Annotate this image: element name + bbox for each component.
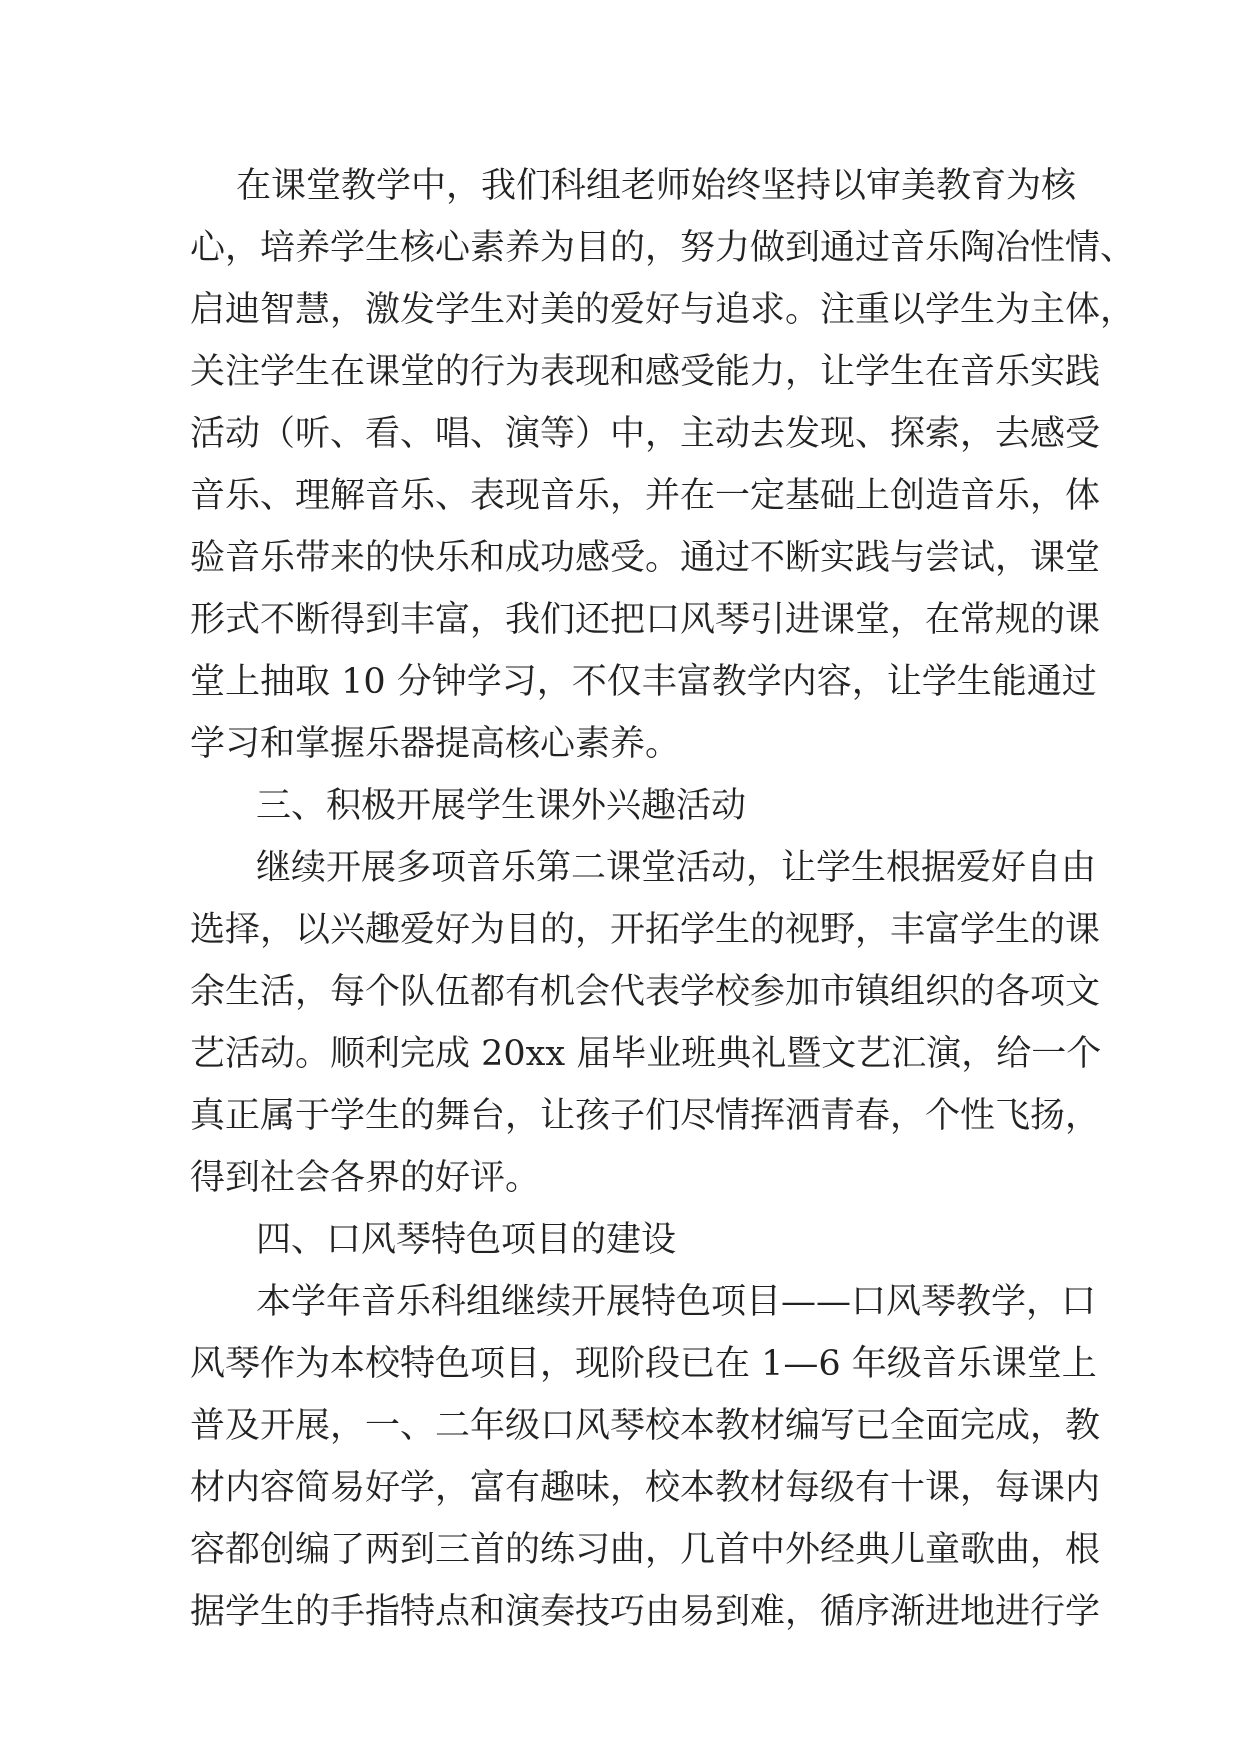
section-heading: 三、积极开展学生课外兴趣活动 <box>256 786 747 826</box>
text-line: 形式不断得到丰富，我们还把口风琴引进课堂，在常规的课 <box>190 600 1101 640</box>
text-line: 普及开展，一、二年级口风琴校本教材编写已全面完成，教 <box>190 1406 1101 1446</box>
text-line: 在课堂教学中，我们科组老师始终坚持以审美教育为核 <box>236 166 1077 206</box>
text-line: 学习和掌握乐器提高核心素养。 <box>190 724 681 764</box>
text-line: 风琴作为本校特色项目，现阶段已在 1—6 年级音乐课堂上 <box>190 1344 1097 1384</box>
text-line: 心，培养学生核心素养为目的，努力做到通过音乐陶冶性情、 <box>190 228 1136 268</box>
text-line: 验音乐带来的快乐和成功感受。通过不断实践与尝试，课堂 <box>190 538 1101 578</box>
text-line: 选择，以兴趣爱好为目的，开拓学生的视野，丰富学生的课 <box>190 910 1101 950</box>
text-line: 艺活动。顺利完成 20xx 届毕业班典礼暨文艺汇演，给一个 <box>190 1034 1102 1074</box>
text-line: 活动（听、看、唱、演等）中，主动去发现、探索，去感受 <box>190 414 1101 454</box>
text-line: 启迪智慧，激发学生对美的爱好与追求。注重以学生为主体， <box>190 290 1136 330</box>
text-line: 材内容简易好学，富有趣味，校本教材每级有十课，每课内 <box>190 1468 1101 1508</box>
section-heading: 四、口风琴特色项目的建设 <box>256 1220 677 1260</box>
text-line: 音乐、理解音乐、表现音乐，并在一定基础上创造音乐，体 <box>190 476 1101 516</box>
text-line: 据学生的手指特点和演奏技巧由易到难，循序渐进地进行学 <box>190 1592 1101 1632</box>
text-line: 继续开展多项音乐第二课堂活动，让学生根据爱好自由 <box>256 848 1097 888</box>
text-line: 得到社会各界的好评。 <box>190 1158 541 1198</box>
text-line: 容都创编了两到三首的练习曲，几首中外经典儿童歌曲，根 <box>190 1530 1101 1570</box>
text-line: 余生活，每个队伍都有机会代表学校参加市镇组织的各项文 <box>190 972 1101 1012</box>
text-line: 真正属于学生的舞台，让孩子们尽情挥洒青春，个性飞扬， <box>190 1096 1101 1136</box>
text-line: 本学年音乐科组继续开展特色项目——口风琴教学，口 <box>256 1282 1097 1322</box>
text-line: 堂上抽取 10 分钟学习，不仅丰富教学内容，让学生能通过 <box>190 662 1097 702</box>
text-line: 关注学生在课堂的行为表现和感受能力，让学生在音乐实践 <box>190 352 1101 392</box>
